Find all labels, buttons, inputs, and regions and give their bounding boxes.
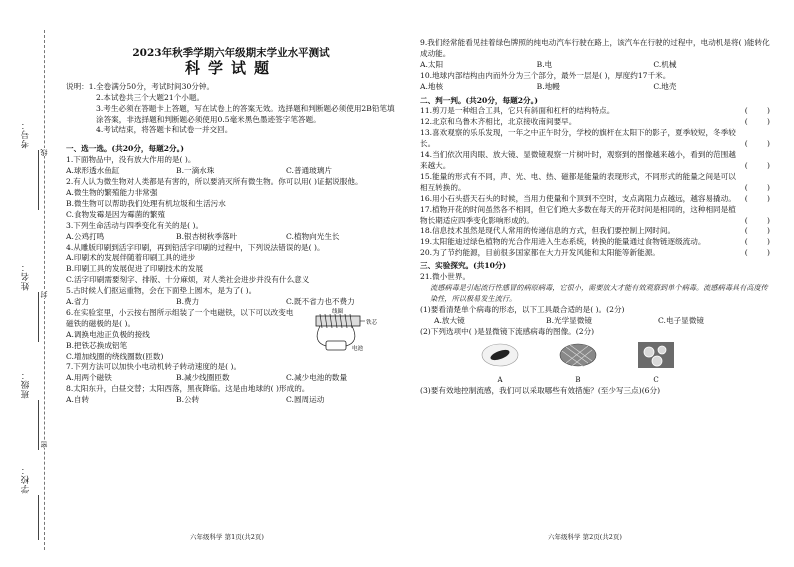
option: A.微生物的繁殖能力非常强	[66, 187, 158, 197]
school-line	[38, 495, 39, 540]
virus-a-picture	[480, 341, 520, 369]
judge-text: 18.信息技术虽然是现代人常用的传递信息的方式，但我们要控制上网时间。	[420, 226, 676, 236]
virus-label-b: B	[575, 376, 581, 385]
judge-11	[420, 106, 770, 117]
exam-no-line	[38, 150, 39, 210]
option: C.机械	[653, 59, 677, 69]
note-4: 4.考试结束，将答题卡和试卷一并交回。	[96, 125, 233, 135]
option: A.地核	[420, 81, 444, 91]
option: C.减少电池的数量	[286, 373, 348, 383]
question-8: 8.太阳东升，白昼交替；太阳西落，黑夜降临。这是由地球的( )形成的。	[66, 384, 310, 394]
exam-no-label: 考号：	[21, 120, 31, 149]
answer-paren: ( )	[744, 160, 770, 170]
fig-label-core: 铁芯	[366, 319, 378, 326]
judge-17	[420, 205, 770, 227]
question-7: 7.下列方法可以加快小电动机转子转动速度的是( )。	[66, 362, 242, 372]
exam-title: 2023年秋季学期六年级期末学业水平测试	[132, 47, 330, 59]
section1-heading: 一、选一选。(共20分，每题2分。)	[66, 144, 184, 154]
judge-text: 17.植物开花的时间虽然各不相同，但它们绝大多数在每天的开花时间是相同的，这种相同是植物长期适应四季变化影响形成的。	[420, 204, 736, 225]
question-6-block	[66, 308, 396, 363]
judge-16	[420, 194, 770, 205]
option: C.植物向光生长	[286, 231, 340, 241]
option: C.增加线圈的绕线圈数(匝数)	[66, 351, 164, 361]
class-label: 班级：	[21, 370, 31, 399]
judge-20	[420, 248, 770, 259]
note-1: 说明：1.全卷满分50分，考试时间30分钟。	[66, 81, 215, 91]
option: C.普通玻璃片	[286, 166, 332, 176]
judge-text: 19.太阳能迪过绿色植物的光合作用进入生态系统，转换的能量通过食物链逐级流动。	[420, 237, 706, 247]
question-4: 4.从雕版印刷到活字印刷，再到铅活字印刷的过程中，下列说法错误的是( )。	[66, 242, 325, 252]
judge-13	[420, 128, 770, 150]
option: A.印刷术的发展伴随着印刷工具的进步	[66, 253, 196, 263]
answer-paren: ( )	[744, 248, 770, 258]
school-label: 学校：	[21, 465, 31, 494]
answer-paren: ( )	[744, 237, 770, 247]
option: B.光学显微镜	[546, 315, 592, 325]
judge-text: 15.能量的形式有不同，声、光、电、热、磁都是能量的表现形式，不同形式的能量之间是可以相互转换的。	[420, 171, 736, 192]
answer-paren: ( )	[744, 106, 770, 116]
option: B.把铁芯换成铝笔	[66, 340, 128, 350]
judge-text: 13.喜欢观察的乐乐发现，一年之中正午时分，学校的旗杆在太阳下的影子，夏季较短，冬季较长。	[420, 128, 736, 149]
question-21-1-options	[420, 316, 770, 327]
option: C.食物发霉是因为霉菌的繁殖	[66, 209, 166, 219]
judge-14	[420, 150, 770, 172]
option: B.地幔	[536, 81, 560, 91]
virus-images	[420, 341, 770, 386]
option: A.放大镜	[434, 315, 465, 325]
question-1: 1.下面物品中，没有放大作用的是( )。	[66, 155, 196, 165]
right-column	[420, 38, 770, 397]
answer-paren: ( )	[744, 139, 770, 149]
question-3-options	[66, 232, 396, 243]
option: A.太阳	[420, 59, 444, 69]
material-text: 流感病毒是引起流行性感冒的病原病毒，它很小，需要放大才能有效观察到单个病毒。流感病毒具有高度传染性，所以极易发生流行。	[430, 282, 768, 303]
name-line	[38, 292, 39, 342]
seal-char-feng: 封	[40, 290, 48, 298]
option: C.电子显微镜	[658, 315, 704, 325]
option: B.公转	[176, 395, 200, 405]
judge-text: 20.为了节约能源，目前很多国家都在大力开发风能和太阳能等新能源。	[420, 248, 660, 258]
question-7-options	[66, 373, 396, 384]
footer-right: 六年级科学 第2页(共2页)	[548, 533, 622, 541]
question-21-3: (3)要有效地控制流感，我们可以采取哪些有效措施？(至少写三点)(6分)	[420, 386, 661, 396]
virus-c-picture	[636, 341, 676, 369]
option: C.圆周运动	[286, 395, 325, 405]
question-21-2: (2)下列选项中( )是显微镜下流感病毒的图像。(2分)	[420, 326, 595, 336]
question-8-options	[66, 395, 396, 406]
virus-label-a: A	[497, 376, 503, 385]
virus-b-picture	[558, 341, 598, 369]
option: A.球形透水鱼缸	[66, 166, 120, 176]
answer-paren: ( )	[744, 215, 770, 225]
virus-image-b	[558, 341, 598, 386]
option: B.印刷工具的发展促进了印刷技术的发展	[66, 264, 204, 274]
note-2: 2.本试卷共三个大题21个小题。	[96, 92, 205, 102]
option: A.自转	[66, 395, 90, 405]
option: C.既不省力也不费力	[286, 297, 355, 307]
judge-19	[420, 237, 770, 248]
exam-subtitle: 科学试题	[184, 58, 277, 77]
question-9-options	[420, 60, 770, 71]
question-3: 3.下列生命活动与四季变化有关的是( )。	[66, 220, 204, 230]
answer-paren: ( )	[744, 117, 770, 127]
virus-image-a	[480, 341, 520, 386]
electromagnet-figure	[302, 306, 394, 356]
answer-paren: ( )	[744, 193, 770, 203]
judge-18	[420, 226, 770, 237]
name-label: 姓名：	[21, 262, 31, 291]
judge-text: 14.当们依次用肉眼、放大镜、显微镜观察一片树叶时，观察到的图像越来越小，看到的范围越来越大。	[420, 150, 736, 170]
seal-char-mi: 密	[40, 440, 48, 448]
question-6: 6.在实验室里，小云按右图所示组装了一个电磁铁，以下可以改变电磁铁的磁极的是( )。	[66, 307, 294, 328]
question-10-options	[420, 82, 770, 93]
question-1-options	[66, 166, 396, 177]
option: B.银杏树秋季落叶	[176, 231, 238, 241]
option: C.活字印刷需要刻字、排版、十分麻烦，对人类社会进步并没有什么意义	[66, 275, 310, 285]
option: B.费力	[176, 297, 200, 307]
question-2: 2.有人认为微生物对人类都是有害的，所以要消灭所有微生物。你可以用( )证据说服他。	[66, 177, 363, 187]
fig-label-wire: 线圈	[332, 308, 344, 315]
question-21: 21.微小世界。	[420, 272, 471, 282]
section2-heading: 二、判一判。(共20分，每题2分。)	[420, 95, 538, 105]
option: B.一滴水珠	[176, 166, 215, 176]
seal-char-xian: 线	[40, 148, 48, 156]
left-column	[66, 38, 396, 406]
battery-icon	[326, 341, 346, 350]
note-3: 3.考生必须在答题卡上答题，写在试卷上的答案无效。选择题和判断题必须使用2B铅笔填涂答案，非选择题和判断题必须使用0.5毫米黑色墨迹签字笔答题。	[96, 103, 395, 124]
option: B.减少线圈匝数	[176, 373, 230, 383]
binding-margin	[0, 0, 62, 567]
question-9: 9.我们经常能看见挂着绿色牌照的纯电动汽车行驶在路上，该汽车在行驶的过程中，电动机是将( )能转化成动能。	[420, 38, 770, 58]
virus-image-c	[636, 341, 676, 386]
footer-left: 六年级科学 第1页(共2页)	[190, 533, 264, 541]
section3-heading: 三、实验探究。(共10分)	[420, 261, 507, 271]
answer-paren: ( )	[744, 182, 770, 192]
question-21-1: (1)要看清楚单个病毒的形态，以下工具最合适的是( )。(2分)	[420, 304, 625, 314]
judge-text: 11.剪刀是一种组合工具，它只有斜面和杠杆的结构特点。	[420, 106, 615, 116]
judge-text: 12.北京和乌鲁木齐相比，北京接收南间要早。	[420, 117, 577, 127]
option: A.用两个磁铁	[66, 373, 112, 383]
judge-text: 16.用小石头搭天石头的时候，当用力使量和个顶到不空时，支点离阻力点越远，越容易撬动。	[420, 193, 736, 203]
option: C.地壳	[653, 81, 677, 91]
virus-label-c: C	[653, 376, 659, 385]
question-10: 10.地球内部结构由内而外分为三个部分，最外一层是( )，厚度约17千米。	[420, 70, 671, 80]
judge-15	[420, 172, 770, 194]
judge-12	[420, 117, 770, 128]
option: B.电	[536, 59, 553, 69]
answer-paren: ( )	[744, 226, 770, 236]
option: A.省力	[66, 297, 90, 307]
question-5: 5.古时候人们抠运重物，会在下面垫上圆木，是为了( )。	[66, 286, 257, 296]
option: B.微生物可以帮助我们处理有机垃圾和生活污水	[66, 198, 226, 208]
option: A.调换电池正负极的接线	[66, 329, 150, 339]
fig-label-battery: 电池	[352, 345, 364, 352]
option: A.公鸡打鸣	[66, 231, 105, 241]
